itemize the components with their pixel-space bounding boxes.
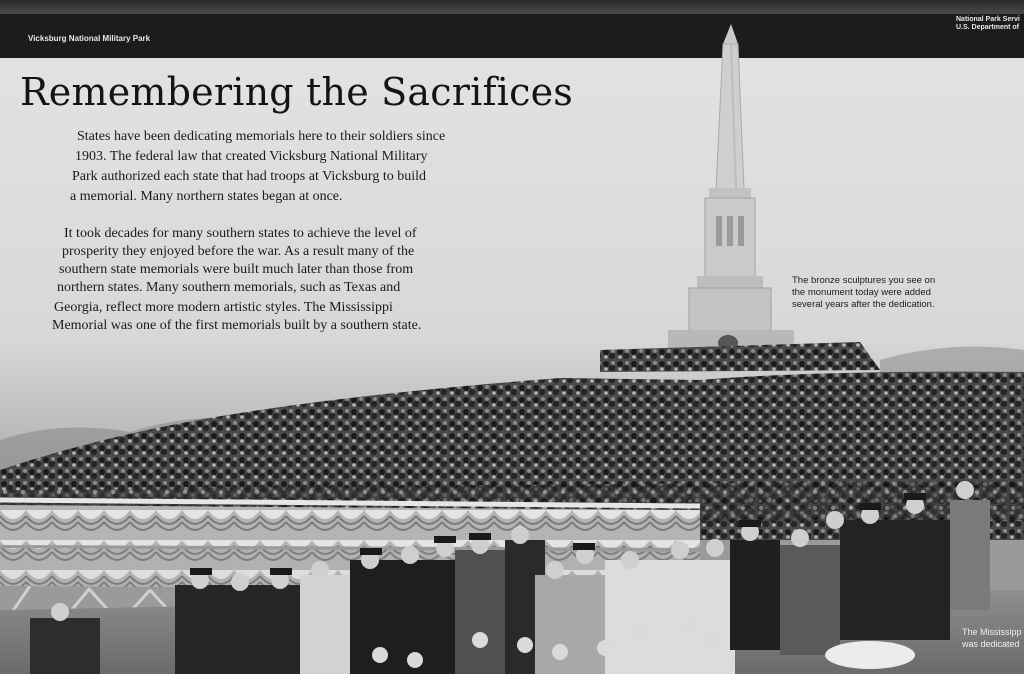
paragraph-2-line-2: prosperity they enjoyed before the war. As a result many of the bbox=[62, 244, 415, 259]
photo-caption-line-2: the monument today were added bbox=[792, 287, 931, 298]
photo-caption-line-1: The bronze sculptures you see on bbox=[792, 275, 936, 286]
agency-department: U.S. Department of bbox=[956, 24, 1020, 31]
agency-name: National Park Servi bbox=[956, 16, 1020, 23]
monument bbox=[668, 24, 794, 351]
paragraph-1-line-4: a memorial. Many northern states began at once. bbox=[70, 189, 343, 204]
photo-caption-secondary-line-1: The Mississipp bbox=[962, 627, 1022, 637]
photo-caption-secondary-line-2: was dedicated bbox=[962, 639, 1020, 649]
paragraph-2-line-4: northern states. Many southern memorials, such as Texas and bbox=[57, 280, 401, 295]
paragraph-1-line-3: Park authorized each state that had troops at Vicksburg to build bbox=[72, 169, 426, 184]
paragraph-2-line-6: Memorial was one of the first memorials built by a southern state. bbox=[52, 318, 422, 333]
photo-caption bbox=[792, 275, 935, 311]
photo-caption-line-3: several years after the dedication. bbox=[792, 299, 935, 310]
paragraph-2-line-3: southern state memorials were built much later than those from bbox=[59, 262, 414, 277]
paragraph-2-line-5: Georgia, reflect more modern artistic styles. The Mississippi bbox=[54, 300, 393, 315]
paragraph-2-line-1: It took decades for many southern states to achieve the level of bbox=[64, 226, 417, 241]
paragraph-1-line-1: States have been dedicating memorials here to their soldiers since bbox=[77, 129, 446, 144]
paragraph-1-line-2: 1903. The federal law that created Vicksburg National Military bbox=[75, 149, 428, 164]
park-name: Vicksburg National Military Park bbox=[28, 34, 151, 43]
photo-caption-secondary bbox=[962, 626, 1022, 650]
page-title: Remembering the Sacrifices bbox=[20, 70, 573, 114]
